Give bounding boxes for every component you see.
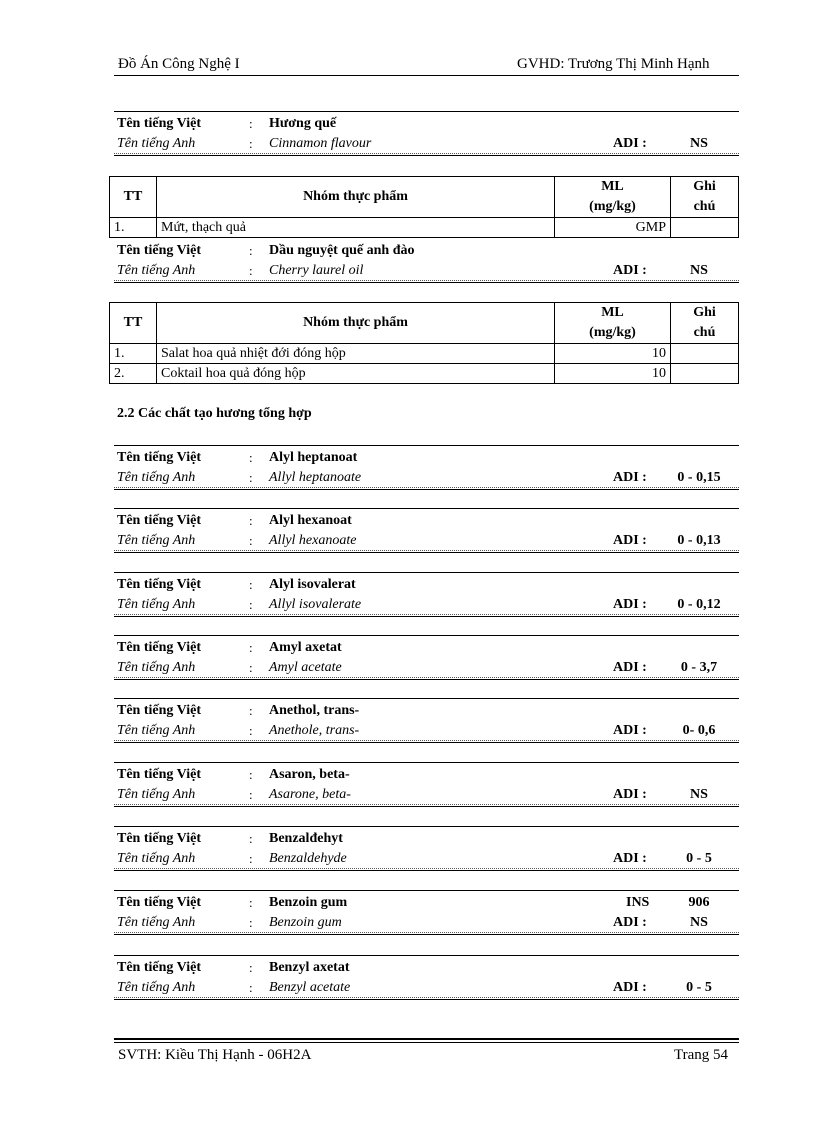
colon: : <box>249 703 253 718</box>
adi-label: ADI : <box>613 136 647 151</box>
colon: : <box>249 640 253 655</box>
entry-name-vi: Alyl heptanoat <box>269 450 358 465</box>
table-row <box>110 218 739 238</box>
footer-left: SVTH: Kiều Thị Hạnh - 06H2A <box>118 1047 312 1063</box>
label-en: Tên tiếng Anh <box>117 597 196 612</box>
entry-dotline <box>114 932 739 933</box>
adi-label: ADI : <box>613 723 647 738</box>
header-right: GVHD: Trương Thị Minh Hạnh <box>517 56 710 72</box>
section-title: 2.2 Các chất tạo hương tổng hợp <box>117 406 312 421</box>
entry-dotline <box>114 677 739 678</box>
entry-dotline <box>114 804 739 805</box>
label-vi: Tên tiếng Việt <box>117 767 201 782</box>
adi-value: 0 - 0,15 <box>677 470 721 485</box>
cell-ml: GMP <box>555 218 671 238</box>
food-table-1 <box>109 176 739 238</box>
colon: : <box>249 980 253 995</box>
entry-name-vi: Anethol, trans- <box>269 703 360 718</box>
entry-name-en: Cinnamon flavour <box>269 136 372 151</box>
entry-name-vi: Benzyl axetat <box>269 960 350 975</box>
entry-rule-bottom <box>114 282 739 283</box>
cell-tt: 1. <box>110 218 157 238</box>
col-tt: TT <box>110 303 157 344</box>
entry-dotline <box>114 997 739 998</box>
cell-ml: 10 <box>555 364 671 384</box>
entry-name-en: Asarone, beta- <box>269 787 351 802</box>
entry-name-vi: Benzalđehyt <box>269 831 343 846</box>
adi-value: 0 - 0,13 <box>677 533 721 548</box>
adi-label: ADI : <box>613 980 647 995</box>
cell-note <box>671 344 739 364</box>
table-row <box>110 364 739 384</box>
entry-rule-bottom <box>114 742 739 743</box>
label-en: Tên tiếng Anh <box>117 660 196 675</box>
label-en: Tên tiếng Anh <box>117 533 196 548</box>
adi-value: 0 - 5 <box>686 851 712 866</box>
entry-dotline <box>114 614 739 615</box>
entry-name-vi: Alyl isovalerat <box>269 577 356 592</box>
colon: : <box>249 597 253 612</box>
label-vi: Tên tiếng Việt <box>117 831 201 846</box>
table-row <box>110 344 739 364</box>
entry-rule-bottom <box>114 806 739 807</box>
entry-rule-bottom <box>114 870 739 871</box>
entry-dotline <box>114 153 739 154</box>
colon: : <box>249 851 253 866</box>
col-note: Ghi chú <box>671 303 739 344</box>
entry-rule-top <box>114 698 739 699</box>
entry-name-en: Allyl isovalerate <box>269 597 362 612</box>
label-vi: Tên tiếng Việt <box>117 703 201 718</box>
header-left: Đồ Án Công Nghệ I <box>118 56 240 72</box>
adi-label: ADI : <box>613 660 647 675</box>
colon: : <box>249 895 253 910</box>
adi-value: NS <box>690 915 708 930</box>
label-vi: Tên tiếng Việt <box>117 513 201 528</box>
colon: : <box>249 116 253 131</box>
label-en: Tên tiếng Anh <box>117 470 196 485</box>
cell-ml: 10 <box>555 344 671 364</box>
label-vi: Tên tiếng Việt <box>117 450 201 465</box>
entry-rule-top <box>114 508 739 509</box>
entry-rule-bottom <box>114 552 739 553</box>
cell-group: Coktail hoa quả đóng hộp <box>157 364 555 384</box>
adi-label: ADI : <box>613 597 647 612</box>
food-table-2 <box>109 302 739 384</box>
colon: : <box>249 533 253 548</box>
label-vi: Tên tiếng Việt <box>117 960 201 975</box>
col-ml: ML (mg/kg) <box>555 177 671 218</box>
entry-rule-top <box>114 635 739 636</box>
footer-page-number: Trang 54 <box>674 1047 729 1063</box>
adi-label: ADI : <box>613 787 647 802</box>
label-vi: Tên tiếng Việt <box>117 243 201 258</box>
entry-name-en: Benzaldehyde <box>269 851 347 866</box>
entry-name-vi: Asaron, beta- <box>269 767 350 782</box>
entry-dotline <box>114 280 739 281</box>
adi-value: NS <box>690 263 708 278</box>
col-ml: ML (mg/kg) <box>555 303 671 344</box>
entry-rule-top <box>114 890 739 891</box>
entry-name-vi: Benzoin gum <box>269 895 348 910</box>
adi-label: ADI : <box>613 263 647 278</box>
label-en: Tên tiếng Anh <box>117 851 196 866</box>
entry-rule-top <box>114 955 739 956</box>
entry-name-en: Anethole, trans- <box>269 723 360 738</box>
entry-rule-top <box>114 572 739 573</box>
label-vi: Tên tiếng Việt <box>117 640 201 655</box>
entry-name-en: Benzyl acetate <box>269 980 351 995</box>
adi-value: NS <box>690 787 708 802</box>
entry-rule-top <box>114 111 739 112</box>
entry-name-en: Benzoin gum <box>269 915 342 930</box>
ins-value: 906 <box>688 895 710 910</box>
entry-dotline <box>114 487 739 488</box>
colon: : <box>249 513 253 528</box>
label-en: Tên tiếng Anh <box>117 915 196 930</box>
entry-name-vi: Hương quế <box>269 116 337 131</box>
ins-label: INS <box>626 895 650 910</box>
adi-value: 0 - 5 <box>686 980 712 995</box>
adi-label: ADI : <box>613 915 647 930</box>
col-group: Nhóm thực phẩm <box>157 177 555 218</box>
col-group: Nhóm thực phẩm <box>157 303 555 344</box>
cell-tt: 2. <box>110 364 157 384</box>
adi-label: ADI : <box>613 470 647 485</box>
adi-label: ADI : <box>613 851 647 866</box>
entry-name-en: Cherry laurel oil <box>269 263 364 278</box>
colon: : <box>249 470 253 485</box>
cell-tt: 1. <box>110 344 157 364</box>
colon: : <box>249 960 253 975</box>
adi-value: 0 - 3,7 <box>680 660 718 675</box>
entry-dotline <box>114 550 739 551</box>
cell-note <box>671 218 739 238</box>
cell-group: Salat hoa quả nhiệt đới đóng hộp <box>157 344 555 364</box>
cell-group: Mứt, thạch quả <box>157 218 555 238</box>
entry-rule-top <box>114 762 739 763</box>
entry-name-vi: Alyl hexanoat <box>269 513 352 528</box>
colon: : <box>249 136 253 151</box>
colon: : <box>249 915 253 930</box>
colon: : <box>249 243 253 258</box>
label-en: Tên tiếng Anh <box>117 787 196 802</box>
colon: : <box>249 263 253 278</box>
colon: : <box>249 450 253 465</box>
col-tt: TT <box>110 177 157 218</box>
entry-rule-bottom <box>114 999 739 1000</box>
label-en: Tên tiếng Anh <box>117 980 196 995</box>
entry-rule-top <box>114 445 739 446</box>
footer-rule <box>114 1038 739 1040</box>
entry-rule-bottom <box>114 616 739 617</box>
label-en: Tên tiếng Anh <box>117 136 196 151</box>
label-vi: Tên tiếng Việt <box>117 116 201 131</box>
adi-label: ADI : <box>613 533 647 548</box>
entry-name-en: Amyl acetate <box>269 660 342 675</box>
entry-name-en: Allyl heptanoate <box>269 470 362 485</box>
adi-value: 0 - 0,12 <box>677 597 721 612</box>
entry-rule-top <box>114 826 739 827</box>
entry-dotline <box>114 740 739 741</box>
colon: : <box>249 787 253 802</box>
cell-note <box>671 364 739 384</box>
entry-rule-bottom <box>114 679 739 680</box>
entry-rule-bottom <box>114 155 739 156</box>
footer-rule-inner <box>114 1042 739 1043</box>
entry-dotline <box>114 868 739 869</box>
col-note: Ghi chú <box>671 177 739 218</box>
entry-name-en: Allyl hexanoate <box>269 533 357 548</box>
entry-name-vi: Amyl axetat <box>269 640 342 655</box>
label-vi: Tên tiếng Việt <box>117 577 201 592</box>
entry-rule-bottom <box>114 934 739 935</box>
label-en: Tên tiếng Anh <box>117 723 196 738</box>
adi-value: NS <box>690 136 708 151</box>
colon: : <box>249 660 253 675</box>
colon: : <box>249 767 253 782</box>
label-vi: Tên tiếng Việt <box>117 895 201 910</box>
adi-value: 0- 0,6 <box>682 723 716 738</box>
entry-name-vi: Dầu nguyệt quế anh đào <box>269 243 415 258</box>
colon: : <box>249 723 253 738</box>
label-en: Tên tiếng Anh <box>117 263 196 278</box>
colon: : <box>249 577 253 592</box>
colon: : <box>249 831 253 846</box>
header-rule <box>114 75 739 76</box>
entry-rule-bottom <box>114 489 739 490</box>
